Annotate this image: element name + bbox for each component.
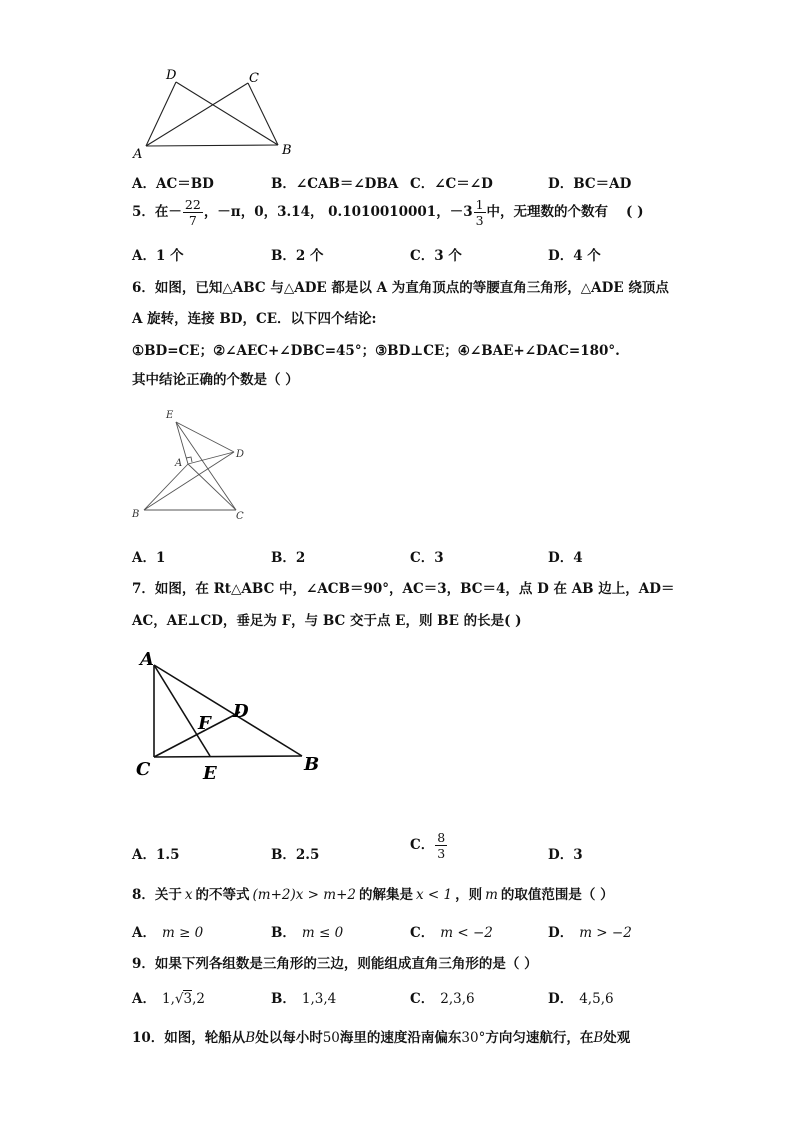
q6-segment-ab <box>144 464 188 510</box>
q6-option-a: A．1 <box>132 550 166 566</box>
q10-tail: 处观 <box>603 1030 631 1046</box>
q8-option-a <box>132 921 203 941</box>
label-d: D <box>166 68 177 83</box>
q6-line-1: 6．如图，已知△ABC 与△ADE 都是以 A 为直角顶点的等腰直角三角形，△ADE 绕顶点 <box>132 280 669 296</box>
q6-line-3: ①BD=CE；②∠AEC+∠DBC=45°；③BD⊥CE；④∠BAE+∠DAC=180°. <box>132 343 620 359</box>
q8-option-d-value: m > −2 <box>579 925 632 941</box>
q6-label-e: E <box>166 410 174 421</box>
q8-option-b-label: B． <box>271 925 296 941</box>
q9-option-c <box>410 987 475 1007</box>
q7-option-c-num: 8 <box>437 830 446 845</box>
q8-option-b-value: m ≤ 0 <box>301 925 344 941</box>
q9-option-c-value: 2,3,6 <box>440 991 475 1007</box>
q7-figure <box>130 645 330 785</box>
segment-ab <box>146 145 278 146</box>
q9-option-b-label: B． <box>271 991 296 1007</box>
q5-option-b: B．2 个 <box>271 248 324 264</box>
q5-tail: 中，无理数的个数有 <box>486 204 609 220</box>
q4-option-b: B．∠CAB＝∠DBA <box>271 176 399 192</box>
q9-question: 9．如果下列各组数是三角形的三边，则能组成直角三角形的是（ ） <box>132 956 538 972</box>
q10-lead: 10．如图，轮船从 <box>132 1030 246 1046</box>
q7-option-c-den: 3 <box>437 846 446 861</box>
q5-option-a: A．1 个 <box>132 248 184 264</box>
q6-segment-bd <box>144 452 234 510</box>
q8-question <box>132 883 614 903</box>
q9-option-a-value-1: 1, <box>161 991 175 1007</box>
q9-option-d-value: 4,5,6 <box>579 991 614 1007</box>
q9-option-d-label: D． <box>548 991 574 1007</box>
q7-segment-ab <box>154 665 302 756</box>
q4-option-a: A．AC＝BD <box>132 176 214 192</box>
label-b: B <box>282 143 292 158</box>
q8-option-a-label: A． <box>132 925 156 941</box>
q10-mid2: 海里的速度沿南偏东 <box>339 1030 462 1046</box>
q5-option-d: D．4 个 <box>548 248 601 264</box>
q7-option-c-label: C． <box>410 837 435 853</box>
q10-question <box>132 1026 630 1046</box>
q6-line-4: 其中结论正确的个数是（ ） <box>132 372 299 388</box>
q5-fraction-1-3 <box>474 197 486 228</box>
q10-point-b-2: B <box>593 1030 604 1046</box>
q9-option-b <box>271 987 336 1007</box>
q9-option-b-value: 1,3,4 <box>301 991 337 1007</box>
q6-segment-ce <box>176 422 236 510</box>
q4-figure <box>128 62 308 162</box>
q10-mid1: 处以每小时 <box>255 1030 323 1046</box>
q9-option-c-label: C． <box>410 991 435 1007</box>
q8-lead: 8．关于 <box>132 887 182 903</box>
q9-option-a-radicand: 3 <box>183 991 193 1007</box>
sqrt-symbol: √ <box>174 991 184 1007</box>
q6-segment-ed <box>176 422 234 452</box>
q8-inequality: (m+2)x > m+2 <box>252 887 356 903</box>
q5-frac1-den: 7 <box>188 213 197 228</box>
q5-frac2-num: 1 <box>475 197 484 212</box>
q7-label-f: F <box>198 713 211 734</box>
q6-option-b: B．2 <box>271 550 306 566</box>
q7-option-c-fraction <box>435 830 447 861</box>
q8-mid1: 的不等式 <box>195 887 250 903</box>
q6-segment-ac <box>188 464 236 510</box>
q7-option-a: A．1.5 <box>132 847 180 863</box>
q8-mid3: ，则 <box>455 887 483 903</box>
q8-var-x: x <box>184 887 193 903</box>
q8-solution: x < 1 <box>415 887 453 903</box>
q4-option-c: C．∠C＝∠D <box>410 176 493 192</box>
q6-figure <box>130 404 260 524</box>
q7-segment-cb <box>154 756 302 757</box>
q5-fraction-22-7 <box>183 197 203 228</box>
q7-option-d: D．3 <box>548 847 583 863</box>
q6-label-c: C <box>236 511 244 522</box>
q8-option-a-value: m ≥ 0 <box>161 925 204 941</box>
q10-mid3: 方向匀速航行，在 <box>485 1030 594 1046</box>
q5-question <box>132 197 644 228</box>
q7-option-c <box>410 830 448 861</box>
q9-option-a-label: A． <box>132 991 156 1007</box>
q6-label-b: B <box>132 509 140 520</box>
label-c: C <box>249 71 259 86</box>
q7-label-c: C <box>136 759 151 780</box>
q8-option-c-label: C． <box>410 925 435 941</box>
q7-line-1: 7．如图，在 Rt△ABC 中，∠ACB＝90°，AC＝3，BC＝4，点 D 在 AB 边上，AD＝ <box>132 581 675 597</box>
q8-var-m: m <box>485 887 498 903</box>
q6-option-d: D．4 <box>548 550 583 566</box>
q5-frac1-num: 22 <box>184 197 201 212</box>
q6-option-c: C．3 <box>410 550 444 566</box>
q7-line-2: AC，AE⊥CD，垂足为 F，与 BC 交于点 E，则 BE 的长是( ) <box>132 613 522 629</box>
q7-option-b: B．2.5 <box>271 847 320 863</box>
q10-point-b-1: B <box>245 1030 256 1046</box>
q5-lead: 5．在－ <box>132 204 182 220</box>
q8-option-d-label: D． <box>548 925 574 941</box>
q8-mid2: 的解集是 <box>358 887 413 903</box>
q6-label-a: A <box>175 458 183 469</box>
q4-option-d: D．BC＝AD <box>548 176 632 192</box>
label-a: A <box>133 147 143 162</box>
q7-label-b: B <box>304 754 320 775</box>
q8-tail: 的取值范围是（ ） <box>500 887 614 903</box>
q7-label-e: E <box>203 763 217 784</box>
q8-option-d <box>548 921 632 941</box>
q8-option-c <box>410 921 493 941</box>
q7-label-d: D <box>233 701 249 722</box>
q7-label-a: A <box>140 649 154 670</box>
q6-label-d: D <box>236 449 245 460</box>
q5-frac2-den: 3 <box>475 213 484 228</box>
q6-line-2: A 旋转，连接 BD，CE．以下四个结论: <box>132 311 377 327</box>
q8-option-b <box>271 921 343 941</box>
q10-speed: 50 <box>322 1030 340 1046</box>
q9-option-d <box>548 987 614 1007</box>
q6-segment-ad <box>188 452 234 464</box>
q5-paren: ( ) <box>626 204 644 220</box>
q9-option-a-value-2: ,2 <box>192 991 205 1007</box>
q5-option-c: C．3 个 <box>410 248 462 264</box>
q8-option-c-value: m < −2 <box>440 925 493 941</box>
q9-option-a <box>132 987 205 1007</box>
q7-segment-cd <box>154 712 240 757</box>
q5-mid: ，－π，0，3.14， 0.1010010001，－3 <box>203 204 473 220</box>
q10-angle: 30° <box>461 1030 486 1046</box>
